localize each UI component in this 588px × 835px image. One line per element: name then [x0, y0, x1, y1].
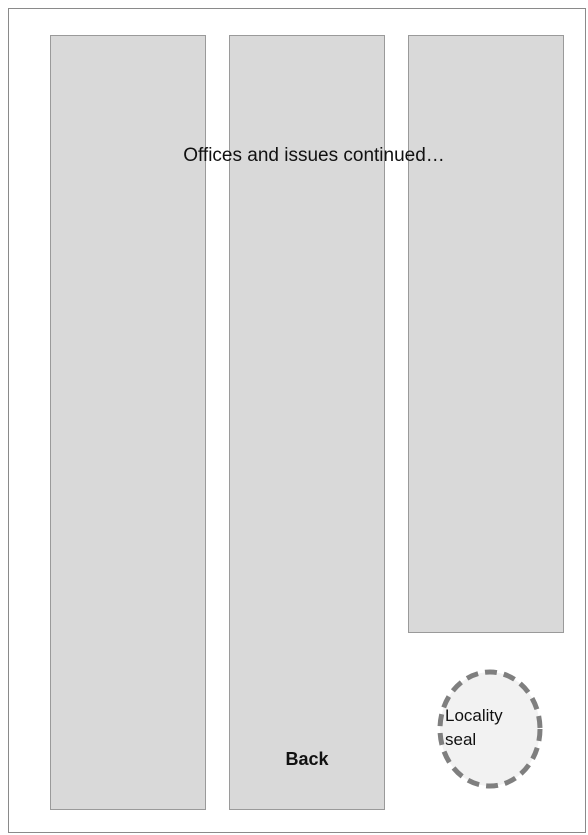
column-right — [408, 35, 564, 633]
seal-label-line-2: seal — [445, 730, 477, 749]
page-heading: Offices and issues continued… — [183, 145, 445, 166]
locality-seal — [436, 668, 544, 790]
back-label: Back — [285, 749, 329, 769]
seal-label — [445, 704, 535, 752]
seal-label-line-1: Locality — [445, 706, 503, 725]
